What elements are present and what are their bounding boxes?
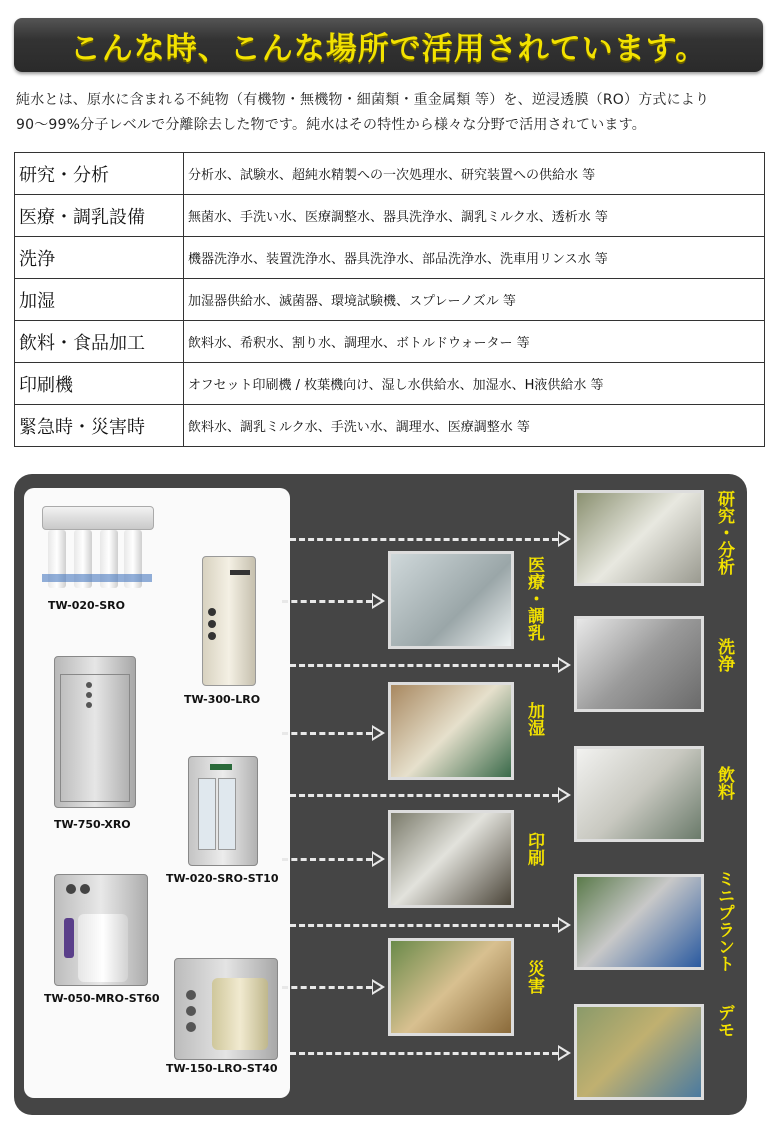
table-row bbox=[15, 153, 765, 195]
category-cell: 洗浄 bbox=[15, 237, 184, 279]
examples-cell: 加湿器供給水、滅菌器、環境試験機、スプレーノズル 等 bbox=[184, 279, 765, 321]
category-cell: 医療・調乳設備 bbox=[15, 195, 184, 237]
gauge-icon bbox=[186, 1022, 196, 1032]
gauge-icon bbox=[66, 884, 76, 894]
gauge-icon bbox=[186, 990, 196, 1000]
photo-beverage bbox=[574, 746, 704, 842]
gauge-icon bbox=[186, 1006, 196, 1016]
category-cell: 印刷機 bbox=[15, 363, 184, 405]
product-tw-150-lro-st40 bbox=[166, 958, 288, 1098]
product-tw-300-lro bbox=[180, 556, 280, 711]
examples-cell: 飲料水、希釈水、割り水、調理水、ボトルドウォーター 等 bbox=[184, 321, 765, 363]
photo-printing bbox=[388, 810, 514, 908]
tank-icon bbox=[78, 914, 128, 982]
product-lineup-card bbox=[24, 488, 290, 1098]
arrow-line bbox=[282, 732, 372, 735]
label-demo: デモ bbox=[714, 1004, 734, 1038]
product-tw-020-sro bbox=[42, 506, 152, 616]
gauge-icon bbox=[86, 692, 92, 698]
examples-cell: オフセット印刷機 / 枚葉機向け、湿し水供給水、加湿水、H液供給水 等 bbox=[184, 363, 765, 405]
photo-washing bbox=[574, 616, 704, 712]
category-cell: 飲料・食品加工 bbox=[15, 321, 184, 363]
cabinet-door-icon bbox=[60, 674, 130, 802]
header-banner bbox=[14, 18, 763, 72]
arrow-head-icon bbox=[372, 725, 385, 741]
gauge-icon bbox=[80, 884, 90, 894]
photo-medical bbox=[388, 551, 514, 649]
label-disaster: 災害 bbox=[524, 960, 544, 994]
table-row bbox=[15, 195, 765, 237]
arrow-head-icon bbox=[558, 531, 571, 547]
arrow-line bbox=[290, 1052, 558, 1055]
gauge-icon bbox=[208, 620, 216, 628]
model-label: TW-020-SRO bbox=[48, 599, 125, 612]
table-row bbox=[15, 363, 765, 405]
intro-line-2: 90〜99%分子レベルで分離除去した物です。純水はその特性から様々な分野で活用されています。 bbox=[16, 117, 646, 133]
arrow-line bbox=[282, 858, 372, 861]
uses-table bbox=[14, 152, 765, 447]
banner-title: こんな時、こんな場所で活用されています。 bbox=[69, 30, 708, 67]
photo-research bbox=[574, 490, 704, 586]
arrow-line bbox=[282, 600, 372, 603]
model-label: TW-750-XRO bbox=[54, 818, 131, 831]
label-printing: 印刷 bbox=[524, 832, 544, 866]
table-row bbox=[15, 321, 765, 363]
display-icon bbox=[210, 764, 232, 770]
arrow-head-icon bbox=[558, 1045, 571, 1061]
applications-panel bbox=[14, 474, 747, 1115]
label-research: 研究・分析 bbox=[714, 490, 734, 575]
product-tw-050-mro-st60 bbox=[36, 874, 166, 1024]
examples-cell: 機器洗浄水、装置洗浄水、器具洗浄水、部品洗浄水、洗車用リンス水 等 bbox=[184, 237, 765, 279]
photo-humidify bbox=[388, 682, 514, 780]
arrow-head-icon bbox=[558, 657, 571, 673]
arrow-head-icon bbox=[558, 917, 571, 933]
product-tw-020-sro-st10 bbox=[164, 756, 289, 906]
product-photo bbox=[42, 506, 154, 530]
tubing-icon bbox=[42, 574, 152, 582]
gauge-icon bbox=[208, 608, 216, 616]
examples-cell: 無菌水、手洗い水、医療調整水、器具洗浄水、調乳ミルク水、透析水 等 bbox=[184, 195, 765, 237]
photo-miniplant bbox=[574, 874, 704, 970]
uv-lamp-icon bbox=[64, 918, 74, 958]
arrow-head-icon bbox=[372, 851, 385, 867]
product-tw-750-xro bbox=[46, 656, 156, 836]
label-washing: 洗浄 bbox=[714, 638, 734, 672]
table-row bbox=[15, 405, 765, 447]
model-label: TW-020-SRO-ST10 bbox=[166, 872, 279, 885]
label-miniplant: ミニプラント bbox=[714, 870, 734, 972]
model-label: TW-150-LRO-ST40 bbox=[166, 1062, 278, 1075]
arrow-line bbox=[290, 538, 558, 541]
arrow-line bbox=[290, 664, 558, 667]
category-cell: 研究・分析 bbox=[15, 153, 184, 195]
label-beverage: 飲料 bbox=[714, 766, 734, 800]
model-label: TW-050-MRO-ST60 bbox=[44, 992, 160, 1005]
table-row bbox=[15, 279, 765, 321]
arrow-head-icon bbox=[372, 979, 385, 995]
examples-cell: 飲料水、調乳ミルク水、手洗い水、調理水、医療調整水 等 bbox=[184, 405, 765, 447]
label-humidify: 加湿 bbox=[524, 702, 544, 736]
arrow-line bbox=[282, 986, 372, 989]
arrow-head-icon bbox=[372, 593, 385, 609]
photo-demo bbox=[574, 1004, 704, 1100]
arrow-head-icon bbox=[558, 787, 571, 803]
arrow-line bbox=[290, 794, 558, 797]
examples-cell: 分析水、試験水、超純水精製への一次処理水、研究装置への供給水 等 bbox=[184, 153, 765, 195]
filter-icon bbox=[198, 778, 216, 850]
gauge-icon bbox=[86, 682, 92, 688]
category-cell: 加湿 bbox=[15, 279, 184, 321]
photo-disaster bbox=[388, 938, 514, 1036]
intro-text bbox=[16, 88, 766, 138]
model-label: TW-300-LRO bbox=[184, 693, 261, 706]
arrow-line bbox=[290, 924, 558, 927]
filter-icon bbox=[218, 778, 236, 850]
label-medical: 医療・調乳 bbox=[524, 556, 544, 641]
display-icon bbox=[230, 570, 250, 575]
gauge-icon bbox=[86, 702, 92, 708]
tank-icon bbox=[212, 978, 268, 1050]
category-cell: 緊急時・災害時 bbox=[15, 405, 184, 447]
gauge-icon bbox=[208, 632, 216, 640]
intro-line-1: 純水とは、原水に含まれる不純物（有機物・無機物・細菌類・重金属類 等）を、逆浸透膜（RO）方式により bbox=[16, 92, 710, 108]
table-row bbox=[15, 237, 765, 279]
